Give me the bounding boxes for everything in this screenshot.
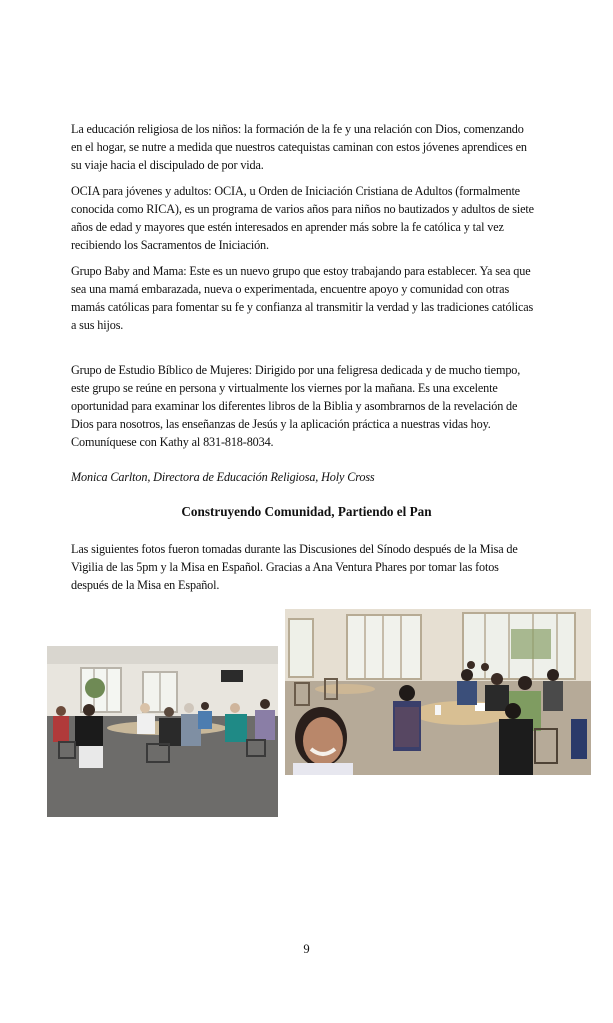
childrens-religious-education-paragraph: La educación religiosa de los niños: la formación de la fe y una relación con Dios, comenzando en el hogar, se nutre a medida que nuestros catequistas caminan con estos jóvenes aprendices en su viaje hacia el discipulado de por vida. (71, 122, 527, 172)
author-signature: Monica Carlton, Directora de Educación Religiosa, Holy Cross (71, 470, 375, 484)
section-heading: Construyendo Comunidad, Partiendo el Pan (181, 504, 432, 519)
photo-caption-paragraph: Las siguientes fotos fueron tomadas durante las Discusiones del Sínodo después de la Misa de Vigilia de las 5pm y la Misa en Español. Gracias a Ana Ventura Phares por tomar las fotos después de la Misa en Español. (71, 542, 518, 592)
page-number: 9 (303, 942, 310, 956)
synod-discussion-photo-left (47, 646, 278, 817)
womens-bible-study-paragraph: Grupo de Estudio Bíblico de Mujeres: Dirigido por una feligresa dedicada y de mucho tiempo, este grupo se reúne en persona y virtualmente los viernes por la mañana. Es una excelente oportunidad para examinar los diferentes libros de la Biblia y asombrarnos de la revelación de Dios para nosotros, las enseñanzas de Jesús y la aplicación práctica a nuestras vidas hoy. Comuníquese con Kathy al 831-818-8034. (71, 363, 521, 449)
ocia-paragraph: OCIA para jóvenes y adultos: OCIA, u Orden de Iniciación Cristiana de Adultos (formalmente conocida como RICA), es un programa de varios años para niños no bautizados y adultos de siete años de edad y mayores que estén interesados en aprender más sobre la fe católica y tal vez recibiendo los Sacramentos de Iniciación. (71, 184, 534, 252)
baby-and-mama-paragraph: Grupo Baby and Mama: Este es un nuevo grupo que estoy trabajando para establecer. Ya sea que sea una mamá embarazada, nueva o experimentada, encuentre apoyo y comunidad con otras mamás católicas para fomentar su fe y confianza al transmitir la verdad y las tradiciones católicas a sus hijos. (71, 264, 534, 332)
synod-discussion-photo-right (285, 609, 591, 775)
